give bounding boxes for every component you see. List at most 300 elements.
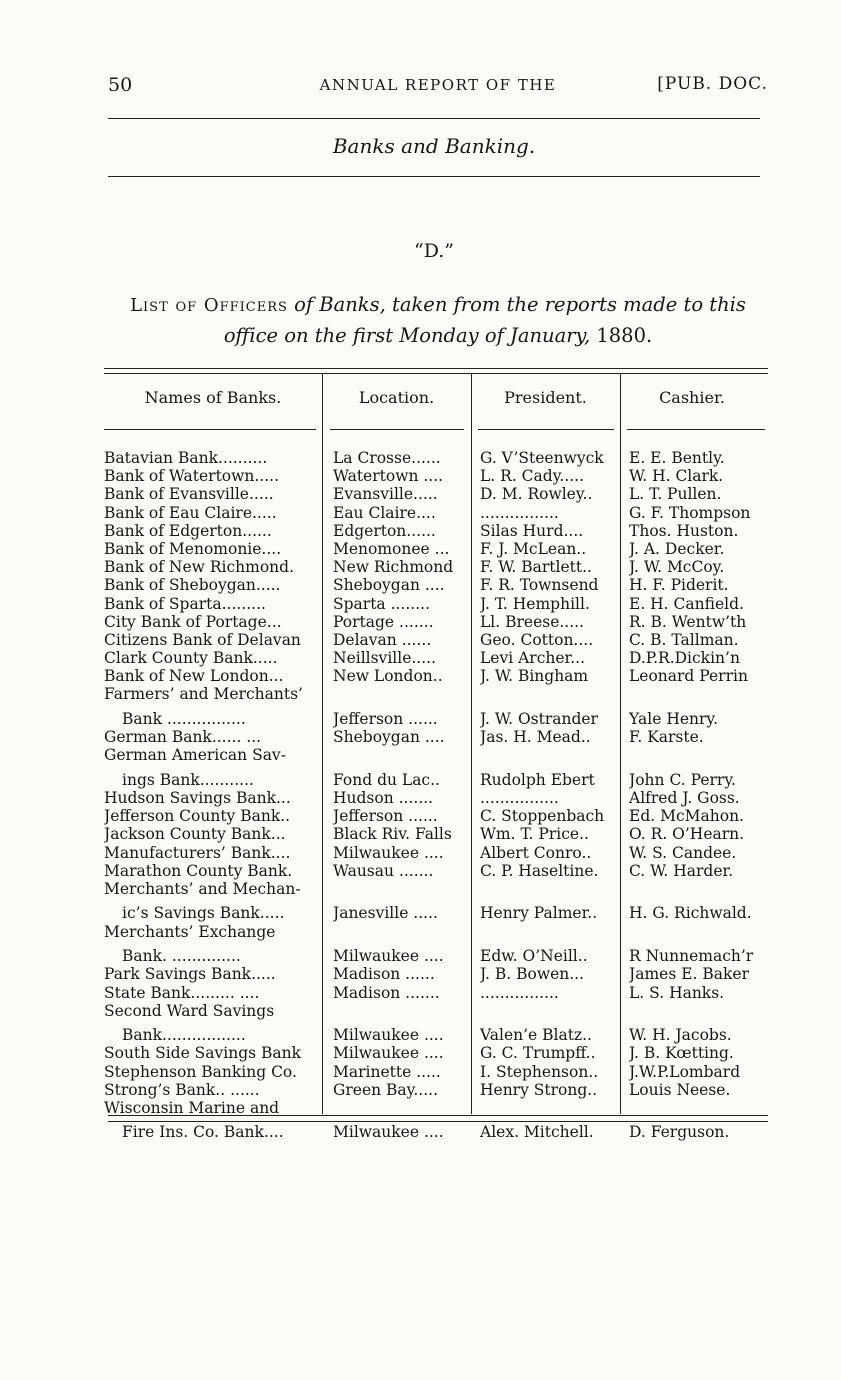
bank-president <box>480 947 620 965</box>
bank-location-text: La Crosse...... <box>333 449 441 467</box>
bank-name-text: Jackson County Bank... <box>104 825 286 844</box>
bank-name <box>104 504 322 522</box>
bank-name <box>104 728 322 746</box>
bank-cashier <box>629 540 774 558</box>
bank-president-text: I. Stephenson.. <box>480 1062 599 1081</box>
bank-name-text: City Bank of Portage... <box>104 612 282 631</box>
bank-location <box>333 576 474 594</box>
bank-name <box>104 522 322 540</box>
bank-president-text: Valen’e Blatz.. <box>480 1025 592 1044</box>
bank-name <box>104 844 322 862</box>
bank-name <box>104 947 322 965</box>
bank-location-text: Edgerton...... <box>333 521 436 540</box>
bank-name <box>104 449 322 467</box>
bank-president-text: Henry Palmer.. <box>480 904 598 923</box>
bank-cashier-text: Ed. McMahon. <box>629 807 744 826</box>
bank-location-text: Milwaukee .... <box>333 1044 444 1063</box>
bank-name-text: Batavian Bank.......... <box>104 449 268 467</box>
bank-location-text: Janesville ..... <box>333 904 438 923</box>
bank-name <box>104 807 322 825</box>
bank-name-text: Bank of New London... <box>104 667 284 686</box>
bank-president <box>480 728 620 746</box>
bank-location-text: Milwaukee .... <box>333 1025 444 1044</box>
table-row <box>104 1020 774 1045</box>
bank-cashier-text: E. E. Bently. <box>629 449 725 467</box>
bank-name-text: ings Bank........... <box>122 770 254 789</box>
bank-name <box>104 1002 322 1020</box>
bank-name-text: Bank of Sparta......... <box>104 594 266 613</box>
bank-location-text: Sheboygan .... <box>333 728 445 747</box>
bank-location-text: Sheboygan .... <box>333 576 445 595</box>
bank-location-text: Eau Claire.... <box>333 503 436 522</box>
caption-italic: of Banks, taken from the reports made to this office on the first Monday of January, <box>223 293 746 347</box>
table-row <box>104 880 774 898</box>
table-row <box>104 941 774 966</box>
bank-cashier <box>629 649 774 667</box>
header-underline <box>478 429 614 430</box>
bank-name-text: Bank of Edgerton...... <box>104 521 272 540</box>
bank-location <box>333 649 474 667</box>
bank-president <box>480 1044 620 1062</box>
bank-president-text: F. R. Townsend <box>480 576 599 595</box>
bank-cashier <box>629 1123 774 1141</box>
table-row <box>104 613 774 631</box>
bank-president-text: Henry Strong.. <box>480 1080 598 1099</box>
header-underline <box>330 429 464 430</box>
bank-location <box>333 1026 474 1044</box>
bank-president-text: Rudolph Ebert <box>480 770 595 789</box>
bank-president-text: J. W. Bingham <box>480 667 589 686</box>
bank-location <box>333 540 474 558</box>
bank-president-text: Levi Archer... <box>480 649 586 668</box>
bank-cashier-text: W. S. Candee. <box>629 843 737 862</box>
table-row <box>104 765 774 790</box>
bank-location <box>333 631 474 649</box>
bank-cashier-text: R. B. Wentw’th <box>629 612 747 631</box>
table-row <box>104 862 774 880</box>
bank-cashier <box>629 728 774 746</box>
bank-president <box>480 1123 620 1141</box>
table-row <box>104 965 774 983</box>
bank-name-text: Hudson Savings Bank... <box>104 789 291 807</box>
bank-name <box>104 825 322 843</box>
bank-location <box>333 771 474 789</box>
table-row <box>104 789 774 807</box>
bank-name <box>104 576 322 594</box>
bank-name-text: Bank of Evansville..... <box>104 485 274 504</box>
bank-location-text: Fond du Lac.. <box>333 770 440 789</box>
bank-name-text: Bank of Eau Claire..... <box>104 503 277 522</box>
table-row <box>104 984 774 1002</box>
bank-cashier <box>629 807 774 825</box>
bank-president <box>480 807 620 825</box>
table-row <box>104 595 774 613</box>
bank-cashier-text: D. Ferguson. <box>629 1123 730 1142</box>
bank-name-text: Bank................. <box>122 1025 246 1044</box>
document-label: [PUB. DOC. <box>657 74 768 94</box>
bank-location <box>333 904 474 922</box>
bank-president <box>480 613 620 631</box>
bank-cashier <box>629 576 774 594</box>
bank-name-text: Wisconsin Marine and <box>104 1098 280 1117</box>
bank-name-text: Bank of Watertown..... <box>104 467 280 486</box>
table-row <box>104 449 774 467</box>
table-top-rule-1 <box>104 368 768 369</box>
running-title: ANNUAL REPORT OF THE <box>319 76 557 94</box>
bank-president-text: F. J. McLean.. <box>480 539 587 558</box>
bank-location <box>333 613 474 631</box>
table-row <box>104 1002 774 1020</box>
bank-name-text: Merchants’ Exchange <box>104 922 276 941</box>
bank-president-text: F. W. Bartlett.. <box>480 558 592 577</box>
bank-president <box>480 904 620 922</box>
bank-name <box>104 771 322 789</box>
bank-location-text: Neillsville..... <box>333 649 436 668</box>
bank-president <box>480 449 620 467</box>
bank-location-text: Black Riv. Falls <box>333 825 452 844</box>
bank-cashier <box>629 1026 774 1044</box>
bank-cashier <box>629 904 774 922</box>
table-row <box>104 807 774 825</box>
bank-cashier-text: Leonard Perrin <box>629 667 748 686</box>
bank-location <box>333 522 474 540</box>
bank-cashier <box>629 449 774 467</box>
bank-president-text: L. R. Cady..... <box>480 467 585 486</box>
bank-cashier-text: R Nunnemach’r <box>629 946 754 965</box>
bank-name <box>104 558 322 576</box>
bank-location-text: New Richmond <box>333 558 454 577</box>
bank-cashier <box>629 667 774 685</box>
bank-location-text: Jefferson ...... <box>333 807 438 826</box>
bank-president-text: D. M. Rowley.. <box>480 485 593 504</box>
table-row <box>104 923 774 941</box>
bank-name-text: German American Sav- <box>104 746 286 765</box>
table-row <box>104 485 774 503</box>
bank-cashier-text: John C. Perry. <box>629 770 736 789</box>
bank-cashier <box>629 613 774 631</box>
table-row <box>104 844 774 862</box>
bank-cashier-text: Thos. Huston. <box>629 521 739 540</box>
bank-cashier <box>629 522 774 540</box>
bank-president-text: J. T. Hemphill. <box>480 594 590 613</box>
table-row <box>104 667 774 685</box>
header-underline <box>627 429 765 430</box>
bank-name <box>104 904 322 922</box>
table-bottom-rule-1 <box>108 1115 768 1116</box>
bank-president-text: ................ <box>480 789 559 807</box>
bank-president-text: G. V’Steenwyck <box>480 449 604 467</box>
bank-name <box>104 1044 322 1062</box>
bank-location <box>333 485 474 503</box>
bank-name-text: Citizens Bank of Delavan <box>104 630 301 649</box>
bank-name-text: Second Ward Savings <box>104 1001 275 1020</box>
bank-cashier <box>629 1063 774 1081</box>
bank-location <box>333 1044 474 1062</box>
bank-name <box>104 789 322 807</box>
column-header-name: Names of Banks. <box>144 388 282 407</box>
bank-name <box>104 710 322 728</box>
bank-name <box>104 1123 322 1141</box>
bank-president-text: Albert Conro.. <box>480 843 592 862</box>
bank-name-text: Strong’s Bank.. ...... <box>104 1080 260 1099</box>
bank-name <box>104 540 322 558</box>
bank-president <box>480 789 620 807</box>
schedule-mark: “D.” <box>413 240 455 262</box>
table-row <box>104 631 774 649</box>
table-bottom-rule-2 <box>108 1121 768 1122</box>
bank-location-text: Madison ....... <box>333 983 440 1002</box>
bank-officers-table <box>104 449 774 1142</box>
bank-location <box>333 667 474 685</box>
bank-cashier-text: F. Karste. <box>629 728 704 747</box>
bank-president <box>480 540 620 558</box>
table-row <box>104 1044 774 1062</box>
bank-location <box>333 825 474 843</box>
bank-location <box>333 1081 474 1099</box>
bank-name <box>104 613 322 631</box>
bank-cashier <box>629 844 774 862</box>
bank-cashier-text: D.P.R.Dickin’n <box>629 649 740 668</box>
table-top-rule-2 <box>104 373 768 374</box>
bank-cashier <box>629 504 774 522</box>
table-row <box>104 898 774 923</box>
bank-name-text: Clark County Bank..... <box>104 649 278 668</box>
table-row <box>104 467 774 485</box>
bank-president-text: C. P. Haseltine. <box>480 861 599 880</box>
bank-president <box>480 1026 620 1044</box>
bank-location <box>333 844 474 862</box>
bank-president <box>480 576 620 594</box>
table-row <box>104 825 774 843</box>
table-row <box>104 558 774 576</box>
bank-name <box>104 965 322 983</box>
bank-cashier-text: C. B. Tallman. <box>629 630 739 649</box>
bank-president <box>480 595 620 613</box>
bank-name <box>104 595 322 613</box>
bank-cashier <box>629 771 774 789</box>
bank-name-text: Merchants’ and Mechan- <box>104 879 301 898</box>
table-row <box>104 649 774 667</box>
bank-location-text: Delavan ...... <box>333 630 432 649</box>
bank-president-text: Jas. H. Mead.. <box>480 728 591 747</box>
bank-president <box>480 862 620 880</box>
bank-location-text: Sparta ........ <box>333 594 431 613</box>
bank-name <box>104 485 322 503</box>
bank-cashier-text: H. F. Piderit. <box>629 576 729 595</box>
bank-cashier-text: W. H. Clark. <box>629 467 724 486</box>
bank-president <box>480 1081 620 1099</box>
bank-location <box>333 984 474 1002</box>
bank-name-text: Jefferson County Bank.. <box>104 807 291 826</box>
bank-president <box>480 984 620 1002</box>
bank-president <box>480 965 620 983</box>
bank-location-text: Hudson ....... <box>333 789 434 807</box>
bank-location <box>333 807 474 825</box>
table-row <box>104 576 774 594</box>
bank-location <box>333 1123 474 1141</box>
bank-cashier-text: Louis Neese. <box>629 1080 731 1099</box>
bank-name <box>104 880 322 898</box>
bank-location <box>333 558 474 576</box>
bank-president <box>480 467 620 485</box>
bank-location <box>333 595 474 613</box>
column-header-cashier: Cashier. <box>659 388 725 407</box>
bank-name <box>104 667 322 685</box>
bank-president <box>480 485 620 503</box>
bank-president <box>480 558 620 576</box>
bank-president-text: C. Stoppenbach <box>480 807 605 826</box>
bank-president-text: Edw. O’Neill.. <box>480 946 588 965</box>
bank-name-text: Bank. .............. <box>122 946 241 965</box>
bank-president <box>480 649 620 667</box>
bank-president <box>480 667 620 685</box>
bank-cashier <box>629 1081 774 1099</box>
bank-location-text: Evansville..... <box>333 485 438 504</box>
bank-name-text: Bank ................ <box>122 709 246 728</box>
bank-location-text: Milwaukee .... <box>333 946 444 965</box>
bank-cashier <box>629 947 774 965</box>
bank-cashier-text: C. W. Harder. <box>629 861 734 880</box>
bank-location <box>333 947 474 965</box>
bank-cashier <box>629 710 774 728</box>
bank-location-text: New London.. <box>333 667 443 686</box>
section-rule <box>108 176 760 177</box>
bank-name-text: South Side Savings Bank <box>104 1044 302 1063</box>
bank-name-text: ic’s Savings Bank..... <box>122 904 285 923</box>
table-caption <box>100 290 776 351</box>
bank-location <box>333 449 474 467</box>
bank-name <box>104 1063 322 1081</box>
bank-president <box>480 844 620 862</box>
bank-location <box>333 504 474 522</box>
bank-location-text: Marinette ..... <box>333 1062 441 1081</box>
bank-name-text: Bank of Menomonie.... <box>104 539 282 558</box>
bank-name-text: State Bank......... .... <box>104 983 260 1002</box>
bank-location-text: Madison ...... <box>333 965 435 984</box>
bank-location-text: Jefferson ...... <box>333 709 438 728</box>
bank-location <box>333 965 474 983</box>
bank-cashier-text: J. B. Kœtting. <box>629 1044 734 1063</box>
bank-name-text: Manufacturers’ Bank.... <box>104 843 291 862</box>
bank-president-text: Silas Hurd.... <box>480 521 584 540</box>
bank-location <box>333 1063 474 1081</box>
bank-cashier-text: W. H. Jacobs. <box>629 1025 732 1044</box>
bank-name <box>104 685 322 703</box>
bank-name-text: Farmers’ and Merchants’ <box>104 685 303 704</box>
bank-president <box>480 631 620 649</box>
bank-location-text: Wausau ....... <box>333 861 434 880</box>
bank-president <box>480 1063 620 1081</box>
bank-name <box>104 746 322 764</box>
bank-president-text: Wm. T. Price.. <box>480 825 589 844</box>
bank-cashier-text: G. F. Thompson <box>629 503 751 522</box>
bank-president <box>480 504 620 522</box>
bank-cashier <box>629 1044 774 1062</box>
bank-cashier <box>629 595 774 613</box>
bank-name-text: Bank of Sheboygan..... <box>104 576 281 595</box>
bank-cashier-text: E. H. Canfield. <box>629 594 744 613</box>
bank-location-text: Milwaukee .... <box>333 1123 444 1142</box>
bank-cashier-text: O. R. O’Hearn. <box>629 825 745 844</box>
caption-year: 1880. <box>596 324 653 347</box>
bank-cashier <box>629 965 774 983</box>
bank-name-text: Stephenson Banking Co. <box>104 1062 297 1081</box>
bank-name <box>104 862 322 880</box>
table-row <box>104 1081 774 1099</box>
bank-president <box>480 710 620 728</box>
bank-president-text: Ll. Breese..... <box>480 612 585 631</box>
page-number: 50 <box>108 74 133 96</box>
bank-location <box>333 467 474 485</box>
bank-location <box>333 862 474 880</box>
bank-cashier-text: Alfred J. Goss. <box>629 789 740 807</box>
bank-location-text: Milwaukee .... <box>333 843 444 862</box>
bank-cashier <box>629 862 774 880</box>
bank-president-text: Geo. Cotton.... <box>480 630 594 649</box>
bank-location <box>333 710 474 728</box>
bank-cashier-text: H. G. Richwald. <box>629 904 752 923</box>
bank-name <box>104 984 322 1002</box>
bank-name <box>104 923 322 941</box>
bank-cashier-text: J.W.P.Lombard <box>629 1062 741 1081</box>
section-title: Banks and Banking. <box>332 134 536 158</box>
table-row <box>104 704 774 729</box>
bank-name-text: Bank of New Richmond. <box>104 558 295 577</box>
bank-location-text: Watertown .... <box>333 467 444 486</box>
page-header <box>108 74 768 104</box>
bank-president-text: ................ <box>480 983 559 1002</box>
table-row <box>104 540 774 558</box>
bank-name-text: Marathon County Bank. <box>104 861 293 880</box>
bank-president <box>480 771 620 789</box>
bank-cashier-text: James E. Baker <box>629 965 749 984</box>
column-header-location: Location. <box>358 388 435 407</box>
bank-name <box>104 467 322 485</box>
bank-name <box>104 649 322 667</box>
header-underline <box>104 429 316 430</box>
bank-cashier-text: L. T. Pullen. <box>629 485 722 504</box>
bank-cashier <box>629 558 774 576</box>
bank-president <box>480 825 620 843</box>
column-header-president: President. <box>504 388 587 407</box>
header-rule <box>108 118 760 119</box>
bank-name-text: German Bank...... ... <box>104 728 262 747</box>
bank-cashier-text: J. W. McCoy. <box>629 558 725 577</box>
bank-cashier-text: J. A. Decker. <box>629 539 725 558</box>
table-row <box>104 728 774 746</box>
bank-president-text: Alex. Mitchell. <box>480 1123 594 1142</box>
bank-president-text: J. B. Bowen... <box>480 965 585 984</box>
bank-president-text: G. C. Trumpff.. <box>480 1044 596 1063</box>
bank-location-text: Green Bay..... <box>333 1080 439 1099</box>
bank-cashier-text: Yale Henry. <box>629 709 719 728</box>
bank-cashier <box>629 984 774 1002</box>
bank-cashier <box>629 467 774 485</box>
bank-name-text: Fire Ins. Co. Bank.... <box>122 1123 284 1142</box>
bank-cashier <box>629 825 774 843</box>
bank-location-text: Portage ....... <box>333 612 434 631</box>
table-row <box>104 522 774 540</box>
bank-location <box>333 728 474 746</box>
caption-smallcaps: List of Officers <box>130 295 288 316</box>
bank-president <box>480 522 620 540</box>
table-row <box>104 746 774 764</box>
bank-name-text: Park Savings Bank..... <box>104 965 276 984</box>
bank-name <box>104 631 322 649</box>
table-row <box>104 685 774 703</box>
bank-location <box>333 789 474 807</box>
bank-cashier-text: L. S. Hanks. <box>629 983 725 1002</box>
